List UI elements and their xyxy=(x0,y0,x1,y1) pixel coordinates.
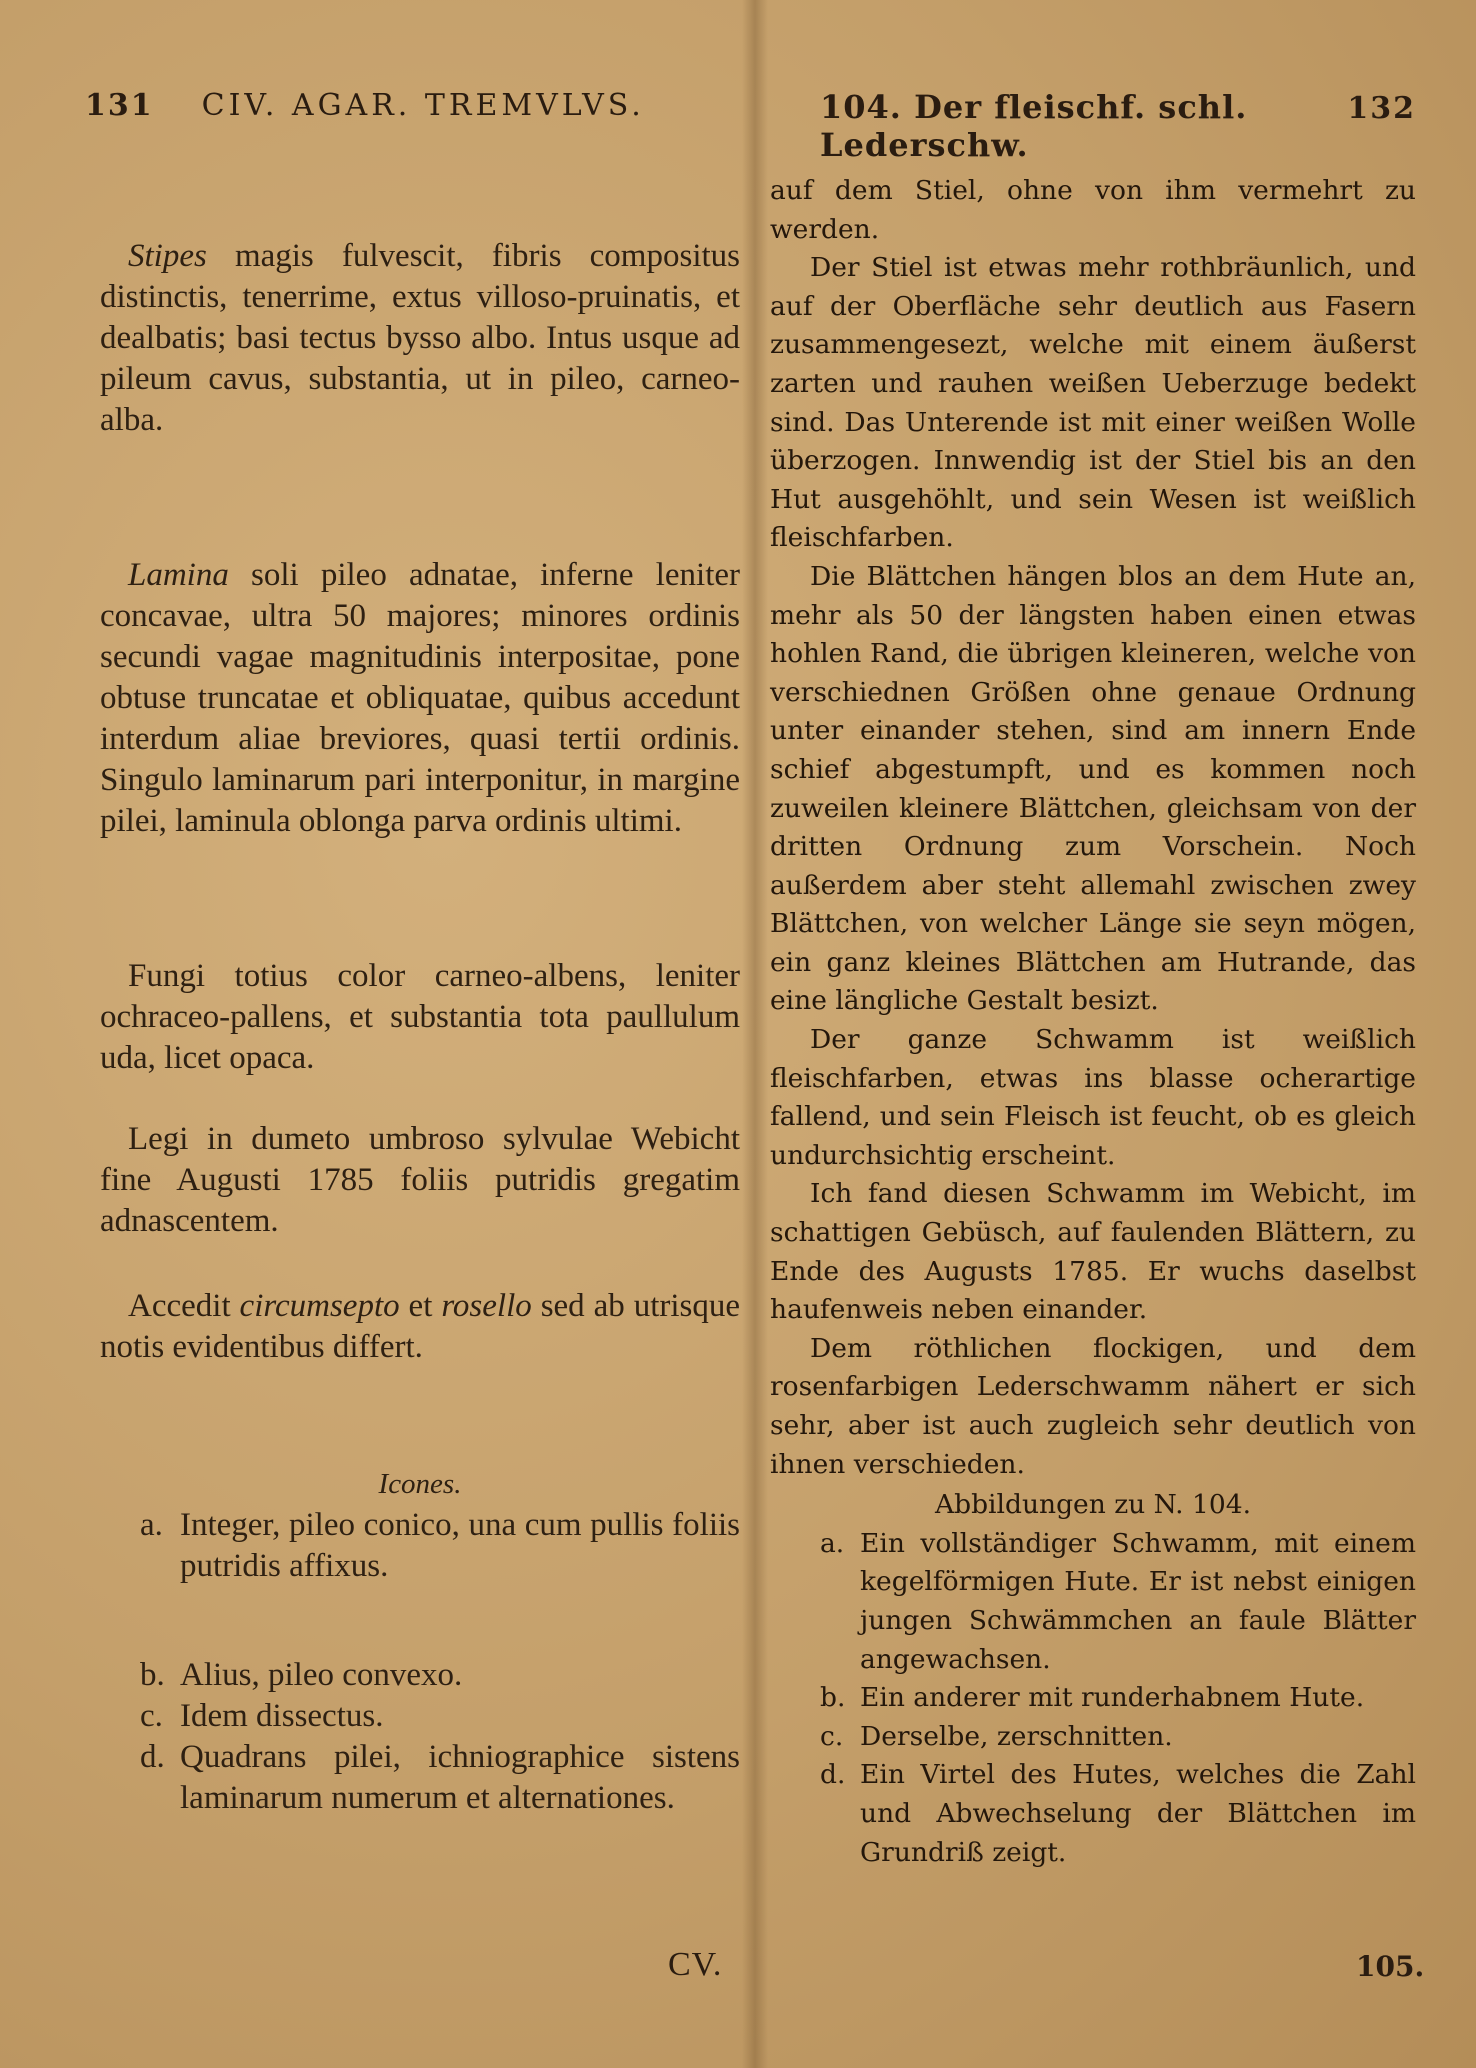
icones-text: Integer, pileo conico, una cum pullis foliis putridis affixus. xyxy=(180,1507,740,1584)
stiel-continuation: auf dem Stiel, ohne von ihm vermehrt zu werden. xyxy=(770,175,1416,245)
abbildungen-item-a xyxy=(820,1525,1416,1679)
abbildungen-label: d. xyxy=(820,1759,846,1791)
abbildungen-text: Derselbe, zerschnitten. xyxy=(860,1720,1173,1752)
lamina-text: soli pileo adnatae, inferne leniter concavae, ultra 50 majores; minores ordinis secundi vagae magnitudinis interpositae, pone obtuse truncatae et obliquatae, quibus accedunt interdum aliae breviores, quasi tertii ordinis. Singulo laminarum pari interponitur, in margine pilei, laminula oblonga parva ordinis ultimi. xyxy=(100,557,740,839)
vergleich-paragraph: Dem röthlichen flockigen, und dem rosenfarbigen Lederschwamm nähert er sich sehr, aber ist auch zugleich sehr deutlich von ihnen verschieden. xyxy=(770,1332,1416,1480)
stipes-paragraph xyxy=(100,236,740,441)
icones-item-d xyxy=(140,1737,740,1819)
abbildungen-text: Ein vollständiger Schwamm, mit einem kegelförmigen Hute. Er ist nebst einigen jungen Schwämmchen an faule Blätter angewachsen. xyxy=(860,1527,1416,1675)
abbildungen-list xyxy=(820,1525,1416,1872)
schwamm-paragraph: Der ganze Schwamm ist weißlich fleischfarben, etwas ins blasse ocherartige fallend, und sein Fleisch ist feucht, ob es gleich undurchsichtig erscheint. xyxy=(770,1024,1416,1171)
abbildungen-item-d xyxy=(820,1756,1416,1872)
stiel-paragraph: Der Stiel ist etwas mehr rothbräunlich, und auf der Oberfläche sehr deutlich aus Fasern zusammengesezt, welche mit einem äußerst zarten und rauhen weißen Ueberzuge bedekt sind. Das Unterende ist mit einer weißen Wolle überzogen. Innwendig ist der Stiel bis an den Hut ausgehöhlt, und sein Wesen ist weißlich fleischfarben. xyxy=(770,252,1416,554)
icones-heading: Icones. xyxy=(378,1468,462,1500)
right-catchword: 105. xyxy=(1356,1950,1425,1983)
left-catchword: CV. xyxy=(668,1946,723,1983)
left-page-body xyxy=(100,172,740,1819)
left-page-header xyxy=(85,88,705,138)
icones-text: Alius, pileo convexo. xyxy=(180,1657,463,1693)
accedit-term-rosello: rosello xyxy=(441,1288,532,1324)
icones-item-c xyxy=(140,1696,740,1737)
abbildungen-label: a. xyxy=(820,1527,845,1559)
icones-label: b. xyxy=(140,1657,165,1693)
accedit-term-circumsepto: circumsepto xyxy=(239,1288,400,1324)
right-page-header xyxy=(820,88,1416,164)
right-page-number: 132 xyxy=(1347,91,1416,126)
right-running-title: 104. Der fleischf. schl. Lederschw. xyxy=(820,88,1248,164)
lamina-paragraph xyxy=(100,555,740,842)
icones-text: Quadrans pilei, ichniographice sistens laminarum numerum et alternationes. xyxy=(180,1739,740,1816)
fundort-paragraph: Ich fand diesen Schwamm im Webicht, im schattigen Gebüsch, auf faulenden Blättern, zu Ende des Augusts 1785. Er wuchs daselbst haufenweis neben einander. xyxy=(770,1178,1416,1326)
icones-label: a. xyxy=(140,1507,163,1543)
icones-list xyxy=(140,1505,740,1819)
left-page-number: 131 xyxy=(85,88,154,123)
fungi-paragraph: Fungi totius color carneo-albens, leniter ochraceo-pallens, et substantia tota paullulum uda, licet opaca. xyxy=(100,958,740,1076)
abbildungen-label: b. xyxy=(820,1682,846,1714)
icones-label: c. xyxy=(140,1698,163,1734)
abbildungen-text: Ein Virtel des Hutes, welches die Zahl und Abwechselung der Blättchen im Grundriß zeigt. xyxy=(860,1759,1416,1868)
lamina-term: Lamina xyxy=(128,557,229,593)
abbildungen-heading: Abbildungen zu N. 104. xyxy=(934,1489,1252,1521)
left-running-title: CIV. AGAR. TREMVLVS. xyxy=(201,88,645,123)
abbildungen-item-c xyxy=(820,1718,1416,1757)
book-gutter xyxy=(742,0,768,2068)
accedit-paragraph xyxy=(100,1286,740,1368)
abbildungen-label: c. xyxy=(820,1720,844,1752)
stipes-term: Stipes xyxy=(128,238,207,274)
stipes-text: magis fulvescit, fibris compositus distinctis, tenerrime, extus villoso-pruinatis, et dealbatis; basi tectus bysso albo. Intus usque ad pileum cavus, substantia, ut in pileo, carneo-alba. xyxy=(100,238,740,438)
abbildungen-item-b xyxy=(820,1679,1416,1718)
accedit-text-c: sed ab utrisque notis evidentibus differt. xyxy=(100,1288,741,1365)
blaettchen-paragraph: Die Blättchen hängen blos an dem Hute an, mehr als 50 der längsten haben einen etwas hohlen Rand, die übrigen kleineren, welche von verschiednen Größen ohne genaue Ordnung unter einander stehen, sind am innern Ende schief abgestumpft, und es kommen noch zuweilen kleinere Blättchen, gleichsam von der dritten Ordnung zum Vorschein. Noch außerdem aber steht allemahl zwischen zwey Blättchen, von welcher Länge sie seyn mögen, ein ganz kleines Blättchen am Hutrande, das eine längliche Gestalt besizt. xyxy=(770,560,1416,1017)
abbildungen-text: Ein anderer mit runderhabnem Hute. xyxy=(860,1682,1365,1714)
legi-paragraph: Legi in dumeto umbroso sylvulae Webicht fine Augusti 1785 foliis putridis gregatim adnascentem. xyxy=(100,1121,740,1239)
icones-label: d. xyxy=(140,1739,165,1775)
right-page-body xyxy=(770,172,1416,1872)
icones-item-a xyxy=(140,1505,740,1587)
accedit-text-b: et xyxy=(399,1288,442,1324)
icones-text: Idem dissectus. xyxy=(180,1698,384,1734)
icones-item-b xyxy=(140,1655,740,1696)
accedit-text-a: Accedit xyxy=(128,1288,240,1324)
